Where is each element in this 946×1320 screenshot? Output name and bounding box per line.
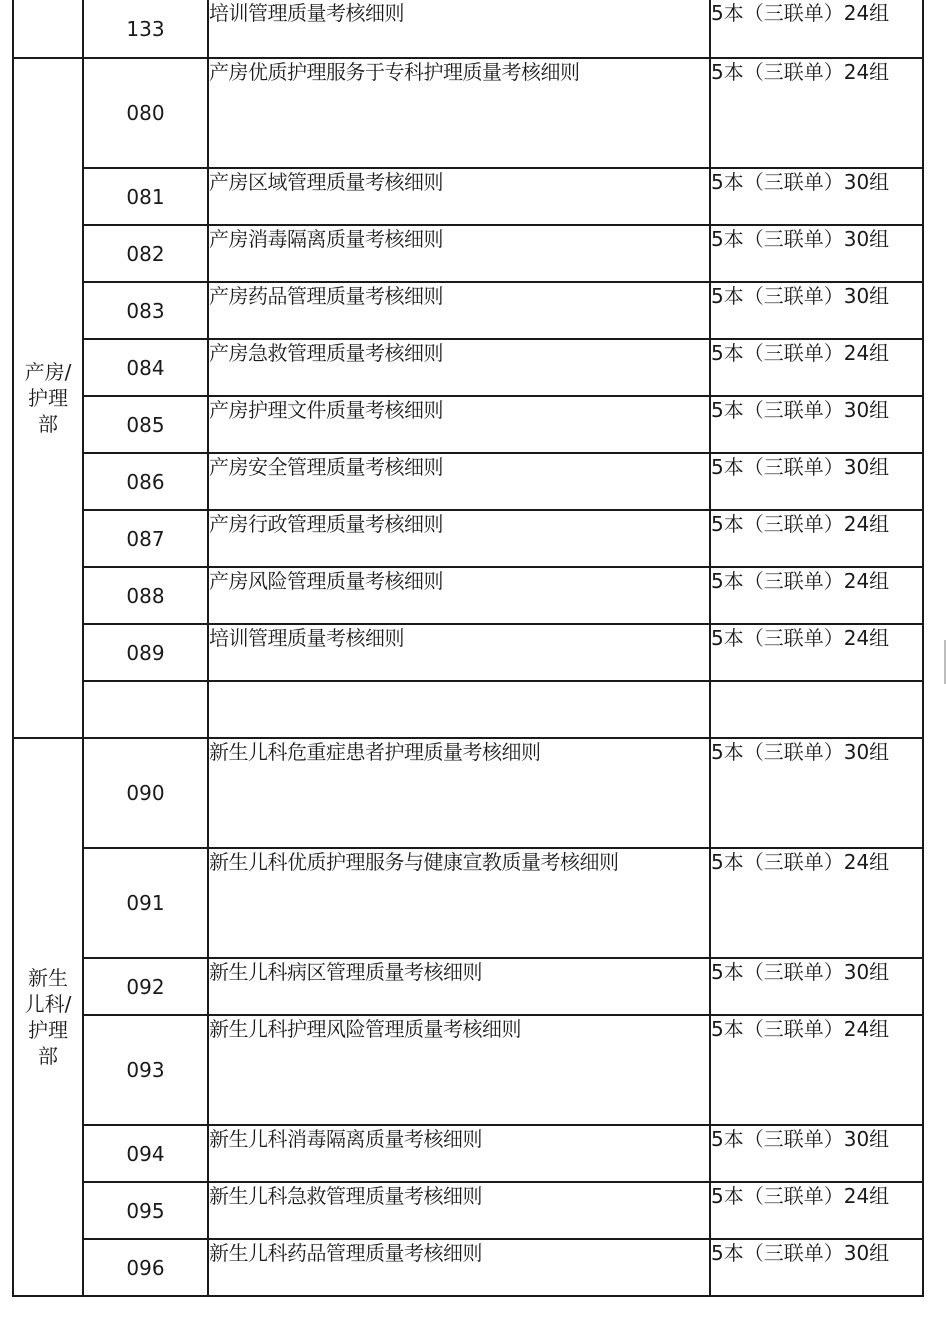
table-row	[13, 1239, 923, 1296]
form-name: 新生儿科病区管理质量考核细则	[208, 958, 710, 1015]
form-name: 新生儿科护理风险管理质量考核细则	[208, 1015, 710, 1125]
form-code: 095	[83, 1182, 208, 1239]
form-quantity	[710, 681, 923, 738]
dept-label-line: 部	[38, 412, 58, 436]
form-code: 084	[83, 339, 208, 396]
form-quantity: 5本（三联单）24组	[710, 624, 923, 681]
form-code: 080	[83, 58, 208, 168]
dept-label-line: 新生	[28, 966, 68, 990]
form-name: 产房护理文件质量考核细则	[208, 396, 710, 453]
table-row	[13, 453, 923, 510]
dept-label-line: 部	[38, 1044, 58, 1068]
form-quantity: 5本（三联单）30组	[710, 958, 923, 1015]
form-code: 092	[83, 958, 208, 1015]
form-code: 083	[83, 282, 208, 339]
table-row	[13, 339, 923, 396]
form-quantity: 5本（三联单）24组	[710, 567, 923, 624]
form-name: 产房药品管理质量考核细则	[208, 282, 710, 339]
dept-label-line: 产房/	[24, 360, 72, 384]
form-quantity: 5本（三联单）24组	[710, 1015, 923, 1125]
dept-cell-neonatology	[13, 738, 83, 1296]
form-name: 产房安全管理质量考核细则	[208, 453, 710, 510]
form-quantity: 5本（三联单）30组	[710, 168, 923, 225]
table-row	[13, 58, 923, 168]
form-quantity: 5本（三联单）24组	[710, 1182, 923, 1239]
dept-label-line: 护理	[28, 1018, 68, 1042]
table-row	[13, 681, 923, 738]
form-quantity: 5本（三联单）24组	[710, 510, 923, 567]
form-code: 093	[83, 1015, 208, 1125]
form-quantity: 5本（三联单）30组	[710, 453, 923, 510]
form-quantity: 5本（三联单）30组	[710, 396, 923, 453]
table-row	[13, 1125, 923, 1182]
table-row	[13, 225, 923, 282]
form-code: 133	[83, 0, 208, 58]
form-name: 新生儿科消毒隔离质量考核细则	[208, 1125, 710, 1182]
form-name: 新生儿科危重症患者护理质量考核细则	[208, 738, 710, 848]
table-row	[13, 958, 923, 1015]
form-name: 产房区域管理质量考核细则	[208, 168, 710, 225]
form-code: 085	[83, 396, 208, 453]
table-row	[13, 1015, 923, 1125]
form-name: 新生儿科优质护理服务与健康宣教质量考核细则	[208, 848, 710, 958]
form-code: 090	[83, 738, 208, 848]
form-name: 新生儿科急救管理质量考核细则	[208, 1182, 710, 1239]
table-row	[13, 1182, 923, 1239]
form-code: 081	[83, 168, 208, 225]
dept-cell-delivery-room	[13, 58, 83, 738]
dept-label-line: 护理	[28, 386, 68, 410]
form-code: 094	[83, 1125, 208, 1182]
form-code: 086	[83, 453, 208, 510]
table-row	[13, 510, 923, 567]
form-name: 产房急救管理质量考核细则	[208, 339, 710, 396]
form-code: 082	[83, 225, 208, 282]
table-row	[13, 0, 923, 58]
form-code: 096	[83, 1239, 208, 1296]
dept-label-line: 儿科/	[24, 992, 72, 1016]
form-name: 培训管理质量考核细则	[208, 624, 710, 681]
form-quantity: 5本（三联单）30组	[710, 1125, 923, 1182]
form-code: 089	[83, 624, 208, 681]
form-code: 088	[83, 567, 208, 624]
form-code: 087	[83, 510, 208, 567]
form-name: 产房优质护理服务于专科护理质量考核细则	[208, 58, 710, 168]
form-name: 产房消毒隔离质量考核细则	[208, 225, 710, 282]
table-row	[13, 848, 923, 958]
table-row	[13, 282, 923, 339]
form-quantity: 5本（三联单）24组	[710, 58, 923, 168]
form-name	[208, 681, 710, 738]
form-quantity: 5本（三联单）30组	[710, 225, 923, 282]
form-code	[83, 681, 208, 738]
form-name: 培训管理质量考核细则	[208, 0, 710, 58]
form-quantity: 5本（三联单）24组	[710, 339, 923, 396]
table-row	[13, 624, 923, 681]
form-name: 新生儿科药品管理质量考核细则	[208, 1239, 710, 1296]
form-code: 091	[83, 848, 208, 958]
table-row	[13, 738, 923, 848]
table-row	[13, 396, 923, 453]
form-quantity: 5本（三联单）30组	[710, 282, 923, 339]
form-name: 产房风险管理质量考核细则	[208, 567, 710, 624]
form-quantity: 5本（三联单）24组	[710, 0, 923, 58]
form-quantity: 5本（三联单）30组	[710, 1239, 923, 1296]
table-row	[13, 168, 923, 225]
dept-cell-continued	[13, 0, 83, 58]
form-name: 产房行政管理质量考核细则	[208, 510, 710, 567]
table-row	[13, 567, 923, 624]
form-catalog-table	[12, 0, 924, 1297]
form-quantity: 5本（三联单）30组	[710, 738, 923, 848]
form-quantity: 5本（三联单）24组	[710, 848, 923, 958]
